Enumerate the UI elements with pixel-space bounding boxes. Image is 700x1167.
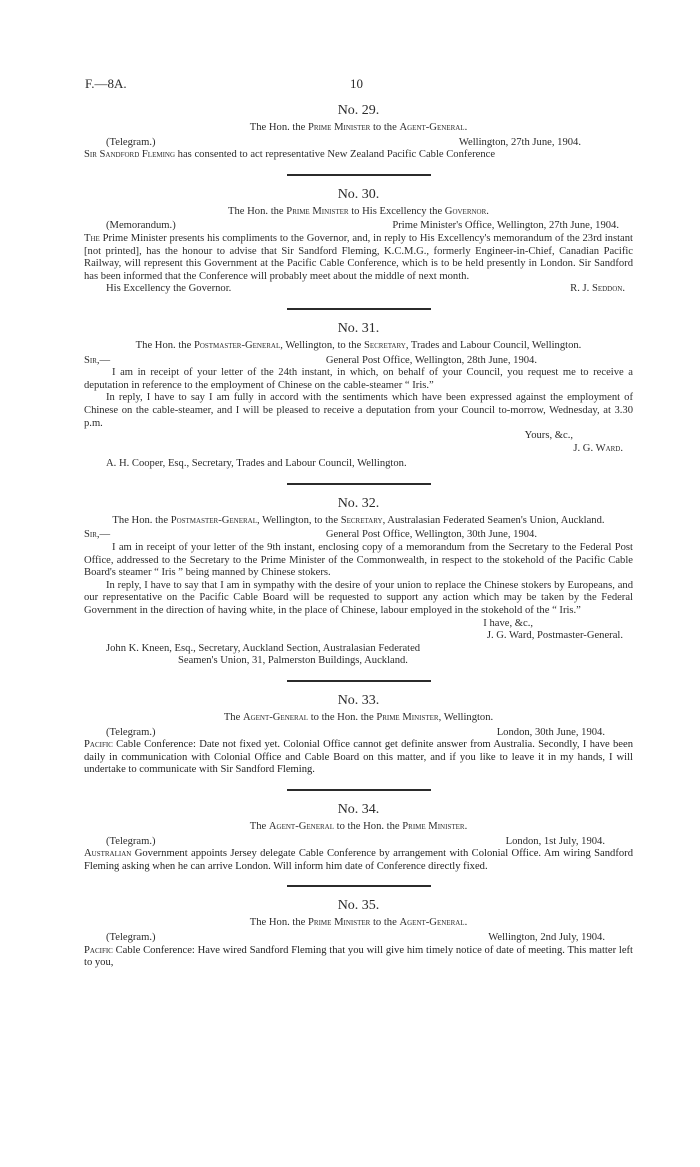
divider [287, 885, 431, 887]
entry-paragraph: I am in receipt of your letter of the 24th instant, in which, on behalf of your Council, you request me to receive a deputation in reference to the employment of Chinese on the cable-steamer “ Iris.” [84, 367, 633, 391]
entry-title: The Agent-General to the Hon. the Prime Minister, Wellington. [223, 712, 494, 723]
entry-number: No. 35. [337, 898, 380, 914]
entry-meta: (Telegram.) London, 1st July, 1904. [106, 835, 605, 847]
divider [287, 308, 431, 310]
entry-35 [84, 897, 633, 969]
document-reference: F.—8A. [85, 76, 127, 91]
entry-31 [84, 320, 633, 471]
page-header [85, 76, 615, 94]
entry-title: The Agent-General to the Hon. the Prime Minister. [249, 820, 468, 832]
entry-text: Pacific Cable Conference: Date not fixed yet. Colonial Office cannot get definite answer from Australia. Secondly, I have been daily in communication with Colonial Office and Cable Board on this matter, and if you like to leave it in my hands, I will undertake to communicate with Sir Sandford Fleming. [84, 739, 633, 776]
entry-meta: (Memorandum.) Prime Minister's Office, Wellington, 27th June, 1904. [106, 220, 619, 232]
entry-meta: (Telegram.) Wellington, 2nd July, 1904. [106, 931, 605, 943]
entry-30 [84, 186, 633, 296]
entry-number: No. 30. [337, 186, 380, 202]
entry-text: Australian Government appoints Jersey delegate Cable Conference by arrangement with Colonial Office. Am wiring Sandford Fleming asking when he can arrive London. Will inform him date of Conference directly fixed. [84, 848, 633, 872]
entry-34 [84, 801, 633, 873]
entry-address: John K. Kneen, Esq., Secretary, Auckland Section, Australasian Federated Seamen's Union, 31, Palmerston Buildings, Auckland. [106, 642, 421, 667]
entry-meta: (Telegram.) Wellington, 27th June, 1904. [106, 136, 581, 148]
entry-closing: Yours, &c., [524, 430, 573, 442]
entry-meta: Sir,— General Post Office, Wellington, 28th June, 1904. [84, 354, 537, 366]
entry-number: No. 31. [337, 320, 380, 336]
entry-paragraph: In reply, I have to say that I am in sympathy with the desire of your union to replace the Chinese stokers by Europeans, and our representative on the Pacific Cable Board will be requested to support any action which may be taken by the Federal Government in the direction of having white, in the place of Chinese, labour employed in the stokehold of the “ Iris.” [84, 579, 633, 617]
entry-meta: Sir,— General Post Office, Wellington, 30th June, 1904. [84, 529, 537, 541]
entry-32 [84, 495, 633, 668]
page-number: 10 [350, 76, 363, 91]
entry-paragraph: I am in receipt of your letter of the 9th instant, enclosing copy of a memorandum from the Secretary to the Federal Post Office, addressed to the Secretary to the Prime Minister of the Commonwealth, in respect to the stokehold of the Pacific Cable Board's steamer “ Iris ” being manned by Chinese stokers. [84, 542, 633, 579]
entry-33 [84, 692, 633, 777]
entry-number: No. 34. [337, 801, 380, 817]
entry-signature: J. G. Ward. [573, 442, 623, 454]
entry-title: The Hon. the Postmaster-General, Wellington, to the Secretary, Australasian Federated Seamen's Union, Auckland. [112, 514, 605, 526]
entry-text: Pacific Cable Conference: Have wired Sandford Fleming that you will give him timely notice of date of meeting. This matter left to you, [84, 944, 633, 969]
document-body [84, 102, 633, 970]
entry-title: The Hon. the Prime Minister to His Excellency the Governor. [228, 205, 489, 217]
divider [287, 789, 431, 791]
entry-footer: His Excellency the Governor. R. J. Seddon. [106, 283, 625, 295]
entry-number: No. 32. [337, 495, 380, 511]
entry-text: Sir Sandford Fleming has consented to act representative New Zealand Pacific Cable Conference [84, 149, 496, 161]
entry-title: The Hon. the Prime Minister to the Agent-General. [249, 917, 468, 929]
entry-text: The Prime Minister presents his compliments to the Governor, and, in reply to His Excellency's memorandum of the 23rd instant [not printed], has the honour to advise that Sir Sandford Fleming, K.C.M.G., formerly Engineer-in-Chief, Canadian Pacific Railway, will represent this Government at the Pacific Cable Conference, which is to be held presently in London. Sir Sandford has been informed that the Conference will probably meet about the middle of next month. [84, 232, 633, 282]
divider [287, 680, 431, 682]
entry-signature: J. G. Ward, Postmaster-General. [486, 630, 623, 642]
entry-paragraph: In reply, I have to say I am fully in accord with the sentiments which have been expressed against the employment of Chinese on the cable-steamer, and I will be pleased to receive a deputation from your Council to-morrow, Wednesday, at 3.30 p.m. [84, 392, 633, 429]
divider [287, 174, 431, 176]
entry-meta: (Telegram.) London, 30th June, 1904. [106, 726, 605, 738]
entry-title: The Hon. the Prime Minister to the Agent-General. [249, 122, 468, 133]
entry-number: No. 29. [337, 103, 380, 118]
entry-29 [84, 102, 633, 162]
entry-address: A. H. Cooper, Esq., Secretary, Trades and Labour Council, Wellington. [106, 458, 407, 470]
entry-number: No. 33. [337, 693, 380, 708]
entry-title: The Hon. the Postmaster-General, Wellington, to the Secretary, Trades and Labour Council, Wellington. [135, 339, 582, 351]
divider [287, 483, 431, 485]
entry-closing: I have, &c., [483, 617, 533, 629]
